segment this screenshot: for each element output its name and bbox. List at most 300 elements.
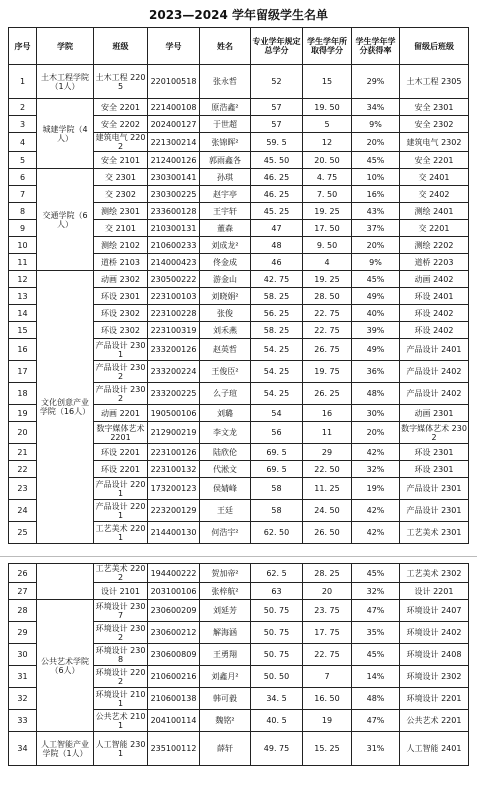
cell-earned-credits: 7. 50: [303, 186, 352, 203]
cell-earned-credits: 4: [303, 254, 352, 271]
cell-class: 环境设计 2101: [94, 688, 148, 710]
cell-required-credits: 57: [251, 99, 303, 116]
cell-new-class: 建筑电气 2302: [400, 133, 469, 152]
cell-new-class: 环设 2401: [400, 288, 469, 305]
cell-earned-credits: 17. 75: [303, 622, 352, 644]
cell-credit-rate: 37%: [352, 220, 400, 237]
cell-credit-rate: 48%: [352, 688, 400, 710]
cell-class: 产品设计 2301: [94, 339, 148, 361]
cell-student-id: 223100319: [148, 322, 200, 339]
cell-class: 测绘 2301: [94, 203, 148, 220]
cell-class: 产品设计 2302: [94, 361, 148, 383]
header-credit-rate: 学生学年学分获得率: [352, 28, 400, 65]
cell-name: 佟金成: [200, 254, 251, 271]
cell-earned-credits: 19: [303, 710, 352, 732]
cell-class: 交 2301: [94, 169, 148, 186]
cell-required-credits: 49. 75: [251, 732, 303, 766]
cell-required-credits: 54. 25: [251, 361, 303, 383]
cell-credit-rate: 31%: [352, 732, 400, 766]
cell-student-id: 230300225: [148, 186, 200, 203]
cell-index: 25: [9, 522, 37, 544]
cell-required-credits: 45. 25: [251, 203, 303, 220]
cell-student-id: 230600809: [148, 644, 200, 666]
page-break: [0, 556, 477, 562]
cell-required-credits: 69. 5: [251, 444, 303, 461]
cell-earned-credits: 26. 75: [303, 339, 352, 361]
cell-earned-credits: 20. 50: [303, 152, 352, 169]
cell-index: 30: [9, 644, 37, 666]
cell-index: 12: [9, 271, 37, 288]
cell-new-class: 环设 2301: [400, 444, 469, 461]
cell-credit-rate: 19%: [352, 478, 400, 500]
cell-new-class: 环境设计 2302: [400, 666, 469, 688]
cell-new-class: 产品设计 2402: [400, 383, 469, 405]
cell-student-id: 212400126: [148, 152, 200, 169]
cell-name: 王俊臣²: [200, 361, 251, 383]
cell-earned-credits: 29: [303, 444, 352, 461]
table-row: [9, 99, 469, 116]
cell-new-class: 环境设计 2407: [400, 600, 469, 622]
cell-credit-rate: 49%: [352, 339, 400, 361]
cell-index: 33: [9, 710, 37, 732]
cell-required-credits: 54: [251, 405, 303, 422]
cell-class: 工艺美术 2202: [94, 564, 148, 583]
cell-name: 代淞文: [200, 461, 251, 478]
cell-name: 薛轩: [200, 732, 251, 766]
cell-credit-rate: 10%: [352, 169, 400, 186]
cell-earned-credits: 12: [303, 133, 352, 152]
cell-new-class: 环境设计 2201: [400, 688, 469, 710]
cell-name: 张梓航²: [200, 583, 251, 600]
cell-earned-credits: 5: [303, 116, 352, 133]
cell-required-credits: 58: [251, 500, 303, 522]
cell-credit-rate: 34%: [352, 99, 400, 116]
cell-new-class: 测绘 2401: [400, 203, 469, 220]
cell-class: 动画 2201: [94, 405, 148, 422]
cell-class: 产品设计 2201: [94, 478, 148, 500]
cell-index: 13: [9, 288, 37, 305]
table-row: [9, 564, 469, 583]
cell-college: 公共艺术学院（6人）: [37, 600, 94, 732]
cell-credit-rate: 32%: [352, 583, 400, 600]
cell-index: 15: [9, 322, 37, 339]
cell-credit-rate: 36%: [352, 361, 400, 383]
cell-required-credits: 40. 5: [251, 710, 303, 732]
cell-student-id: 204100114: [148, 710, 200, 732]
cell-college: 人工智能产业学院（1人）: [37, 732, 94, 766]
cell-new-class: 环设 2402: [400, 305, 469, 322]
cell-index: 28: [9, 600, 37, 622]
cell-student-id: 202400127: [148, 116, 200, 133]
cell-new-class: 道桥 2203: [400, 254, 469, 271]
cell-class: 环境设计 2307: [94, 600, 148, 622]
cell-name: 刘延芳: [200, 600, 251, 622]
cell-student-id: 233200126: [148, 339, 200, 361]
cell-index: 20: [9, 422, 37, 444]
roster-table-part-1: [8, 27, 469, 544]
cell-class: 安全 2101: [94, 152, 148, 169]
cell-college: 文化创意产业学院（16人）: [37, 271, 94, 544]
cell-class: 环境设计 2308: [94, 644, 148, 666]
header-class: 班级: [94, 28, 148, 65]
cell-index: 19: [9, 405, 37, 422]
cell-student-id: 233600128: [148, 203, 200, 220]
table-row: [9, 271, 469, 288]
cell-student-id: 223100228: [148, 305, 200, 322]
document-title: 2023—2024 学年留级学生名单: [149, 8, 328, 22]
cell-index: 5: [9, 152, 37, 169]
cell-new-class: 安全 2302: [400, 116, 469, 133]
cell-new-class: 工艺美术 2301: [400, 522, 469, 544]
cell-required-credits: 69. 5: [251, 461, 303, 478]
cell-student-id: 210600216: [148, 666, 200, 688]
cell-class: 数字媒体艺术 2201: [94, 422, 148, 444]
table-row: [9, 65, 469, 99]
cell-new-class: 公共艺术 2201: [400, 710, 469, 732]
header-name: 姓名: [200, 28, 251, 65]
cell-earned-credits: 23. 75: [303, 600, 352, 622]
cell-index: 29: [9, 622, 37, 644]
cell-index: 34: [9, 732, 37, 766]
cell-class: 动画 2302: [94, 271, 148, 288]
cell-student-id: 230500222: [148, 271, 200, 288]
cell-new-class: 数字媒体艺术 2302: [401, 423, 467, 442]
cell-student-id: 214000423: [148, 254, 200, 271]
cell-name: 赵英哲: [200, 339, 251, 361]
cell-required-credits: 42. 75: [251, 271, 303, 288]
cell-name: 原浩鑫²: [200, 99, 251, 116]
cell-name: 王宇轩: [200, 203, 251, 220]
cell-credit-rate: 42%: [352, 522, 400, 544]
cell-new-class: 动画 2301: [400, 405, 469, 422]
cell-class: 设计 2101: [94, 583, 148, 600]
cell-student-id: 173200123: [148, 478, 200, 500]
cell-new-class: 环设 2402: [400, 322, 469, 339]
cell-new-class: 测绘 2202: [400, 237, 469, 254]
cell-student-id: 230600212: [148, 622, 200, 644]
cell-name: 刘璐: [200, 405, 251, 422]
cell-student-id: 223200129: [148, 500, 200, 522]
cell-credit-rate: 47%: [352, 600, 400, 622]
cell-earned-credits: 9. 50: [303, 237, 352, 254]
cell-required-credits: 45. 50: [251, 152, 303, 169]
cell-name: 王勇翔: [200, 644, 251, 666]
cell-college: 土木工程学院（1人）: [37, 65, 94, 99]
cell-index: 1: [9, 65, 37, 99]
cell-name: 解海涵: [200, 622, 251, 644]
cell-index: 10: [9, 237, 37, 254]
cell-required-credits: 62. 5: [251, 564, 303, 583]
header-required-credits: 专业学年规定总学分: [251, 28, 303, 65]
cell-required-credits: 34. 5: [251, 688, 303, 710]
table-row: [9, 169, 469, 186]
cell-new-class: 动画 2402: [400, 271, 469, 288]
cell-credit-rate: 45%: [352, 564, 400, 583]
cell-required-credits: 57: [251, 116, 303, 133]
cell-student-id: 230300141: [148, 169, 200, 186]
cell-earned-credits: 26. 25: [303, 383, 352, 405]
cell-name: 么子瑄: [200, 383, 251, 405]
cell-earned-credits: 11. 25: [303, 478, 352, 500]
cell-required-credits: 63: [251, 583, 303, 600]
cell-credit-rate: 39%: [352, 322, 400, 339]
cell-student-id: 233200224: [148, 361, 200, 383]
cell-credit-rate: 47%: [352, 710, 400, 732]
cell-student-id: 230600209: [148, 600, 200, 622]
cell-required-credits: 52: [251, 65, 303, 99]
cell-new-class: 交 2401: [400, 169, 469, 186]
cell-required-credits: 46. 25: [251, 186, 303, 203]
cell-index: 4: [9, 133, 37, 152]
cell-required-credits: 50. 75: [251, 644, 303, 666]
cell-student-id: 223100103: [148, 288, 200, 305]
cell-student-id: 220100518: [148, 65, 200, 99]
cell-required-credits: 50. 75: [251, 622, 303, 644]
cell-earned-credits: 19. 25: [303, 271, 352, 288]
cell-name: 贺加帝²: [200, 564, 251, 583]
cell-class: 人工智能 2301: [94, 732, 148, 766]
cell-name: 韩可毅: [200, 688, 251, 710]
cell-required-credits: 50. 75: [251, 600, 303, 622]
cell-earned-credits: 19. 75: [303, 361, 352, 383]
cell-credit-rate: 14%: [352, 666, 400, 688]
cell-class: 交 2101: [94, 220, 148, 237]
cell-new-class: 交 2402: [400, 186, 469, 203]
cell-earned-credits: 22. 75: [303, 644, 352, 666]
cell-student-id: 223100126: [148, 444, 200, 461]
cell-new-class: 环境设计 2402: [400, 622, 469, 644]
cell-earned-credits: 22. 50: [303, 461, 352, 478]
cell-required-credits: 46. 25: [251, 169, 303, 186]
cell-name: 刘成龙²: [200, 237, 251, 254]
cell-index: 27: [9, 583, 37, 600]
cell-required-credits: 56. 25: [251, 305, 303, 322]
cell-required-credits: 56: [251, 422, 303, 444]
cell-credit-rate: 29%: [352, 65, 400, 99]
cell-new-class: 人工智能 2401: [400, 732, 469, 766]
cell-credit-rate: 43%: [352, 203, 400, 220]
header-student-id: 学号: [148, 28, 200, 65]
cell-name: 张永哲: [200, 65, 251, 99]
cell-student-id: 233200225: [148, 383, 200, 405]
cell-index: 7: [9, 186, 37, 203]
cell-class: 安全 2202: [94, 116, 148, 133]
cell-student-id: 210600138: [148, 688, 200, 710]
cell-index: 3: [9, 116, 37, 133]
cell-required-credits: 58. 25: [251, 288, 303, 305]
cell-credit-rate: 20%: [352, 133, 400, 152]
cell-earned-credits: 28. 25: [303, 564, 352, 583]
cell-credit-rate: 42%: [352, 444, 400, 461]
cell-name: 孙琪: [200, 169, 251, 186]
cell-earned-credits: 15: [303, 65, 352, 99]
cell-earned-credits: 11: [303, 422, 352, 444]
cell-index: 26: [9, 564, 37, 583]
cell-credit-rate: 20%: [352, 237, 400, 254]
cell-student-id: 194400222: [148, 564, 200, 583]
cell-required-credits: 48: [251, 237, 303, 254]
cell-class: 环设 2302: [94, 322, 148, 339]
cell-name: 刘鑫月²: [200, 666, 251, 688]
cell-credit-rate: 9%: [352, 254, 400, 271]
cell-college: [37, 564, 94, 600]
cell-class: 环境设计 2302: [94, 622, 148, 644]
cell-name: 张俊: [200, 305, 251, 322]
cell-index: 18: [9, 383, 37, 405]
cell-class: 土木工程 2205: [94, 65, 148, 99]
header-new-class: 留级后班级: [400, 28, 469, 65]
cell-class: 环设 2302: [94, 305, 148, 322]
cell-class: 测绘 2102: [94, 237, 148, 254]
cell-index: 21: [9, 444, 37, 461]
cell-earned-credits: 16. 50: [303, 688, 352, 710]
cell-index: 22: [9, 461, 37, 478]
cell-earned-credits: 17. 50: [303, 220, 352, 237]
cell-class: 环设 2201: [94, 444, 148, 461]
cell-college: 交通学院（6人）: [37, 169, 94, 271]
cell-required-credits: 59. 5: [251, 133, 303, 152]
cell-earned-credits: 19. 25: [303, 203, 352, 220]
roster-table-part-2: [8, 563, 469, 766]
cell-name: 王廷: [200, 500, 251, 522]
cell-index: 2: [9, 99, 37, 116]
cell-earned-credits: 15. 25: [303, 732, 352, 766]
cell-name: 赵宇亭: [200, 186, 251, 203]
cell-student-id: 221400108: [148, 99, 200, 116]
header-earned-credits: 学生学年所取得学分: [303, 28, 352, 65]
cell-index: 11: [9, 254, 37, 271]
cell-class: 环境设计 2202: [94, 666, 148, 688]
cell-index: 9: [9, 220, 37, 237]
cell-student-id: 221300214: [148, 133, 200, 152]
cell-credit-rate: 20%: [352, 422, 400, 444]
cell-new-class: 工艺美术 2302: [400, 564, 469, 583]
cell-name: 郭雨鑫各: [200, 152, 251, 169]
cell-required-credits: 50. 50: [251, 666, 303, 688]
cell-index: 8: [9, 203, 37, 220]
cell-name: 张锦晖²: [200, 133, 251, 152]
cell-credit-rate: 45%: [352, 152, 400, 169]
cell-earned-credits: 26. 50: [303, 522, 352, 544]
cell-credit-rate: 30%: [352, 405, 400, 422]
cell-college: 城建学院（4人）: [37, 99, 94, 169]
cell-credit-rate: 42%: [352, 500, 400, 522]
cell-new-class: 产品设计 2301: [400, 500, 469, 522]
cell-name: 刘晓娟²: [200, 288, 251, 305]
cell-class: 公共艺术 2101: [94, 710, 148, 732]
cell-new-class: 安全 2301: [400, 99, 469, 116]
cell-name: 侯婧峰: [200, 478, 251, 500]
cell-earned-credits: 16: [303, 405, 352, 422]
cell-earned-credits: 24. 50: [303, 500, 352, 522]
cell-student-id: 212900219: [148, 422, 200, 444]
cell-name: 李文龙: [200, 422, 251, 444]
cell-student-id: 210600233: [148, 237, 200, 254]
header-row: [9, 28, 469, 65]
cell-new-class: 交 2201: [400, 220, 469, 237]
cell-earned-credits: 28. 50: [303, 288, 352, 305]
cell-credit-rate: 48%: [352, 383, 400, 405]
cell-class: 环设 2301: [94, 288, 148, 305]
cell-student-id: 223100132: [148, 461, 200, 478]
cell-class: 环设 2201: [94, 461, 148, 478]
cell-new-class: 土木工程 2305: [400, 65, 469, 99]
cell-name: 何浩宇²: [200, 522, 251, 544]
cell-student-id: 203100106: [148, 583, 200, 600]
cell-required-credits: 58: [251, 478, 303, 500]
cell-earned-credits: 4. 75: [303, 169, 352, 186]
cell-student-id: 190500106: [148, 405, 200, 422]
cell-credit-rate: 32%: [352, 461, 400, 478]
cell-class: 道桥 2103: [94, 254, 148, 271]
cell-credit-rate: 9%: [352, 116, 400, 133]
cell-earned-credits: 22. 75: [303, 305, 352, 322]
cell-student-id: 210300131: [148, 220, 200, 237]
cell-credit-rate: 49%: [352, 288, 400, 305]
cell-credit-rate: 40%: [352, 305, 400, 322]
cell-earned-credits: 19. 50: [303, 99, 352, 116]
cell-class: 工艺美术 2201: [94, 522, 148, 544]
cell-index: 32: [9, 688, 37, 710]
cell-class: 安全 2201: [94, 99, 148, 116]
header-college: 学院: [37, 28, 94, 65]
header-index: 序号: [9, 28, 37, 65]
cell-required-credits: 54. 25: [251, 383, 303, 405]
cell-earned-credits: 7: [303, 666, 352, 688]
cell-index: 17: [9, 361, 37, 383]
cell-required-credits: 47: [251, 220, 303, 237]
table-row: [9, 732, 469, 766]
cell-credit-rate: 16%: [352, 186, 400, 203]
cell-new-class: 产品设计 2402: [400, 361, 469, 383]
cell-class: 产品设计 2201: [94, 500, 148, 522]
cell-name: 游金山: [200, 271, 251, 288]
cell-new-class: 产品设计 2301: [400, 478, 469, 500]
cell-index: 14: [9, 305, 37, 322]
cell-index: 6: [9, 169, 37, 186]
cell-required-credits: 62. 50: [251, 522, 303, 544]
cell-required-credits: 46: [251, 254, 303, 271]
cell-required-credits: 54. 25: [251, 339, 303, 361]
cell-name: 陆欣伦: [200, 444, 251, 461]
cell-name: 刘禾燕: [200, 322, 251, 339]
cell-new-class: 环境设计 2408: [400, 644, 469, 666]
cell-index: 24: [9, 500, 37, 522]
cell-index: 16: [9, 339, 37, 361]
cell-index: 23: [9, 478, 37, 500]
cell-class: 建筑电气 2202: [94, 133, 148, 152]
cell-credit-rate: 45%: [352, 644, 400, 666]
table-row: [9, 600, 469, 622]
cell-name: 魏铭²: [200, 710, 251, 732]
cell-class: 产品设计 2302: [94, 383, 148, 405]
cell-new-class: 安全 2201: [400, 152, 469, 169]
cell-earned-credits: 20: [303, 583, 352, 600]
cell-required-credits: 58. 25: [251, 322, 303, 339]
cell-earned-credits: 22. 75: [303, 322, 352, 339]
cell-name: 董森: [200, 220, 251, 237]
cell-class: 交 2302: [94, 186, 148, 203]
cell-new-class: 环设 2301: [400, 461, 469, 478]
cell-credit-rate: 35%: [352, 622, 400, 644]
cell-student-id: 214400130: [148, 522, 200, 544]
cell-name: 于世超: [200, 116, 251, 133]
cell-index: 31: [9, 666, 37, 688]
cell-student-id: 235100112: [148, 732, 200, 766]
cell-new-class: 设计 2201: [400, 583, 469, 600]
cell-new-class: 产品设计 2401: [400, 339, 469, 361]
cell-credit-rate: 45%: [352, 271, 400, 288]
